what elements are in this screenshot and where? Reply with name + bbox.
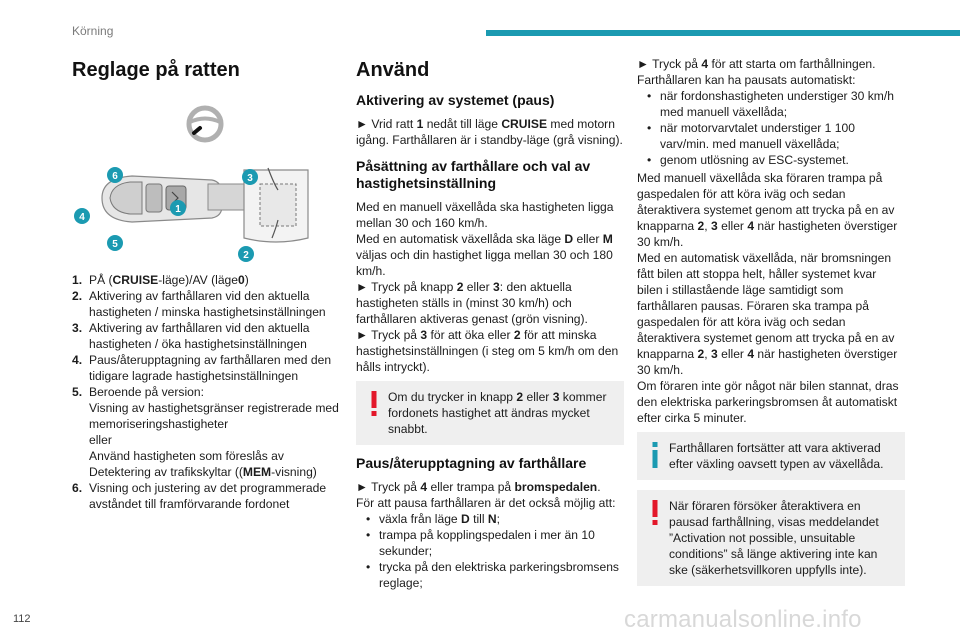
controls-legend [72, 272, 340, 512]
warning-exclamation-icon [649, 498, 661, 528]
subheading: Aktivering av systemet (paus) [356, 92, 555, 108]
info-note: Farthållaren fortsätter att vara aktiverad efter växling oavsett typen av växellåda. [637, 432, 905, 480]
page-number: 112 [13, 613, 31, 625]
legend-item: 2. Aktivering av farthållaren vid den aktuella hastigheten / minska hastighetsinställningen [72, 289, 326, 319]
list-item: • när fordonshastigheten understiger 30 km/h med manuell växellåda; [647, 89, 894, 119]
list-item: • trampa på kopplingspedalen i mer än 10 sekunder; [366, 528, 595, 558]
callout-4 [74, 208, 90, 224]
watermark: carmanualsonline.info [624, 606, 862, 633]
auto-pause-list [647, 88, 905, 168]
callout-5 [107, 235, 123, 251]
subheading: Paus/återupptagning av farthållare [356, 455, 587, 471]
steering-wheel-icon [189, 108, 221, 140]
paragraph: ► Tryck på 4 för att starta om farthållningen. [637, 57, 876, 71]
section-title: Använd [356, 59, 430, 81]
paragraph: ► Vrid ratt 1 nedåt till läge CRUISE med motorn igång. Farthållaren är i standby-läge (grå visning). [356, 117, 623, 147]
section-title: Reglage på ratten [72, 59, 240, 81]
legend-item: 5. Beroende på version: Visning av hastighetsgränser registrerade med memoriseringshastigheter eller Använd hastigheten som föreslås av Detektering av trafikskyltar ((MEM-visning) [72, 385, 339, 479]
legend-item: 3. Aktivering av farthållaren vid den aktuella hastigheten / öka hastighetsinställningen [72, 321, 310, 351]
callout-2 [238, 246, 254, 262]
paragraph: Farthållaren kan ha pausats automatiskt: [637, 73, 856, 87]
callout-3 [242, 169, 258, 185]
callout-6 [107, 167, 123, 183]
pause-options-list [366, 511, 624, 591]
column-usage [356, 56, 624, 593]
callout-label: 6 [112, 171, 118, 182]
list-item: • när motorvarvtalet understiger 1 100 varv/min. med manuell växellåda; [647, 121, 855, 151]
legend-item: 1. PÅ (CRUISE-läge)/AV (läge0) [72, 273, 249, 287]
paragraph: Med manuell växellåda ska föraren trampa på gaspedalen för att köra iväg och sedan återaktivera systemet genom att trycka på en av knapparna 2, 3 eller 4 när hastigheten överstiger 30 km/h. [637, 171, 898, 249]
control-diagram [72, 88, 340, 268]
paragraph: ► Tryck på 4 eller trampa på bromspedalen. [356, 480, 601, 494]
callout-label: 1 [175, 204, 181, 215]
list-item: • växla från läge D till N; [366, 512, 501, 526]
paragraph: Med en manuell växellåda ska hastigheten ligga mellan 30 och 160 km/h. [356, 200, 614, 230]
paragraph: ► Tryck på 3 för att öka eller 2 för att minska hastighetsinställningen (i steg om 5 km/h om den hålls intryckt). [356, 328, 619, 374]
warning-note: Om du trycker in knapp 2 eller 3 kommer fordonets hastighet att ändras mycket snabbt. [356, 381, 624, 445]
running-header: Körning [72, 24, 114, 38]
legend-item: 6. Visning och justering av det programmerade avståndet till framförvarande fordonet [72, 481, 327, 511]
warning-note: När föraren försöker återaktivera en pausad farthållning, visas meddelandet ”Activation not possible, unsuitable conditions” så länge aktivering inte kan ske (säkerhetsvillkoren uppfylls inte). [637, 490, 905, 586]
callout-label: 3 [247, 173, 253, 184]
warning-exclamation-icon [368, 389, 380, 419]
steering-controls-illustration [72, 88, 340, 268]
legend-item: 4. Paus/återupptagning av farthållaren med den tidigare lagrade hastighetsinställningen [72, 353, 332, 383]
column-continued [637, 56, 905, 596]
callout-label: 2 [243, 250, 249, 261]
callout-label: 4 [79, 212, 85, 223]
paragraph: Om föraren inte gör något när bilen stannat, dras den elektriska parkeringsbromsen åt automatiskt efter cirka 5 minuter. [637, 379, 899, 425]
paragraph: Med en automatisk växellåda, när bromsningen fått bilen att stoppa helt, håller systemet kvar bilen i stillastående läge samtidigt som farthållaren pausas. Föraren ska trampa på gaspedalen för att köra iväg och sedan återaktivera systemet genom att trycka på en av knapparna 2, 3 eller 4 när hastigheten överstiger 30 km/h. [637, 251, 898, 377]
callout-label: 5 [112, 239, 118, 250]
callout-1 [170, 200, 186, 216]
paragraph: För att pausa farthållaren är det också möjlig att: [356, 496, 616, 510]
info-icon [649, 440, 661, 470]
paragraph: ► Tryck på knapp 2 eller 3: den aktuella hastigheten ställs in (minst 30 km/h) och farthållaren aktiveras genast (grön visning). [356, 280, 588, 326]
list-item: • trycka på den elektriska parkeringsbromsens reglage; [366, 560, 619, 590]
list-item: • genom utlösning av ESC-systemet. [647, 153, 849, 167]
column-controls [72, 56, 340, 512]
paragraph: Med en automatisk växellåda ska läge D eller M väljas och din hastighet ligga mellan 30 och 180 km/h. [356, 232, 613, 278]
subheading: Påsättning av farthållare och val av hastighetsinställning [356, 158, 591, 191]
header-accent-bar [486, 30, 960, 36]
